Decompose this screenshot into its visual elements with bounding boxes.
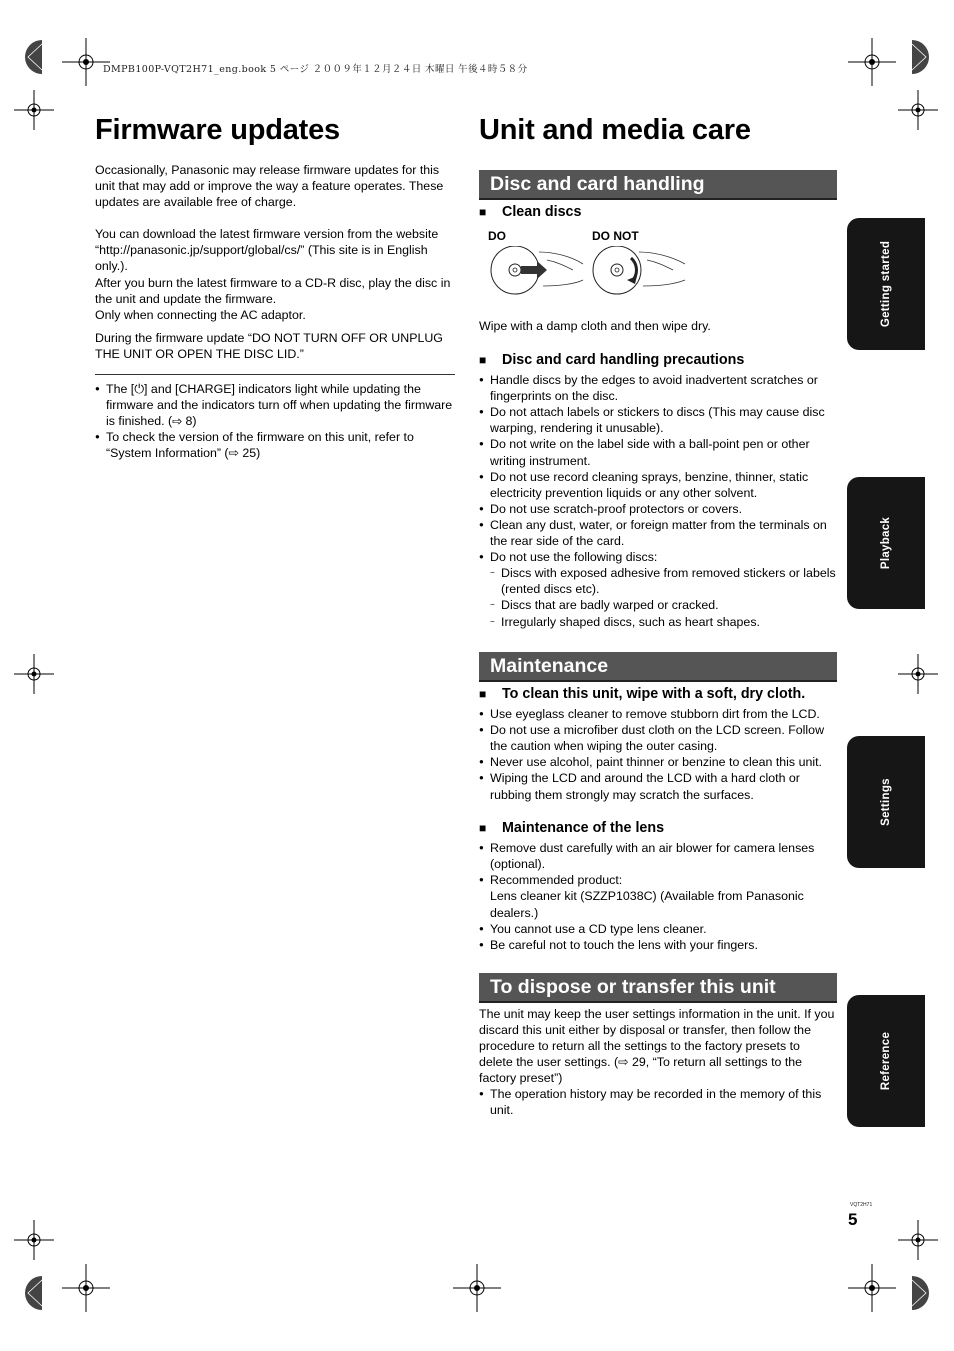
disc-wipe-circular-icon — [591, 246, 687, 298]
disc-card-handling-band: Disc and card handling — [479, 170, 837, 200]
tab-label: Playback — [880, 516, 892, 570]
list-item: ● Be careful not to touch the lens with your fingers. — [479, 937, 837, 953]
list-item: ● The operation history may be recorded in the memory of this unit. — [479, 1086, 837, 1118]
list-item: ● Wiping the LCD and around the LCD with a hard cloth or rubbing them strongly may scratch the surfaces. — [479, 770, 837, 802]
do-not-label: DO NOT — [592, 228, 639, 243]
corner-sunburst-mark — [22, 1276, 42, 1310]
list-item: − Discs with exposed adhesive from removed stickers or labels (rented discs etc). — [490, 565, 837, 597]
tab-label: Reference — [880, 1031, 892, 1091]
list-item: ● Recommended product: Lens cleaner kit (SZZP1038C) (Available from Panasonic dealers.) — [479, 872, 837, 920]
list-item — [479, 549, 837, 629]
registration-mark — [848, 38, 896, 86]
section-divider — [95, 374, 455, 375]
document-code: VQT2H71 — [850, 1202, 873, 1208]
corner-sunburst-mark — [912, 40, 932, 74]
disc-cleaning-illustration — [479, 228, 837, 310]
dispose-list — [479, 1086, 837, 1118]
unit-media-care-section — [479, 170, 837, 1118]
corner-sunburst-mark — [22, 40, 42, 74]
lens-maintenance-title: ■ Maintenance of the lens — [479, 819, 837, 838]
list-item: ● To check the version of the firmware on this unit, refer to “System Information” (⇨ 25) — [95, 429, 455, 461]
corner-sunburst-mark — [912, 1276, 932, 1310]
registration-mark — [898, 90, 938, 130]
firmware-updates-heading: Firmware updates — [95, 114, 340, 146]
firmware-ac-adaptor-paragraph: Only when connecting the AC adaptor. — [95, 307, 306, 322]
list-item: ● The [⏻] and [CHARGE] indicators light while updating the firmware and the indicators turn off when updating the firmware is finished. (⇨ 8) — [95, 381, 455, 429]
firmware-download-paragraph: You can download the latest firmware version from the website “http://panasonic.jp/support/global/cs/” (This site is in English only.). — [95, 227, 439, 274]
maintenance-band: Maintenance — [479, 652, 837, 682]
registration-mark — [898, 1220, 938, 1260]
unusable-discs-list — [490, 565, 837, 629]
list-item-text: Do not use the following discs: — [490, 550, 658, 565]
registration-mark — [453, 1264, 501, 1312]
list-item: ● Never use alcohol, paint thinner or benzine to clean this unit. — [479, 754, 837, 770]
tab-label: Settings — [880, 778, 892, 826]
handling-precautions-list — [479, 372, 837, 630]
tab-reference[interactable] — [847, 995, 925, 1127]
registration-mark — [898, 654, 938, 694]
unit-media-care-heading: Unit and media care — [479, 114, 751, 146]
dispose-transfer-band: To dispose or transfer this unit — [479, 973, 837, 1003]
firmware-burn-paragraph: After you burn the latest firmware to a CD-R disc, play the disc in the unit and update the firmware. — [95, 275, 451, 306]
registration-mark — [848, 1264, 896, 1312]
list-item: − Irregularly shaped discs, such as heart shapes. — [490, 614, 837, 630]
clean-discs-title: ■ Clean discs — [479, 203, 837, 222]
firmware-notes-list — [95, 381, 455, 461]
list-item: ● Remove dust carefully with an air blower for camera lenses (optional). — [479, 840, 837, 872]
tab-label: Getting started — [880, 240, 892, 328]
list-item: ● Handle discs by the edges to avoid inadvertent scratches or fingerprints on the disc. — [479, 372, 837, 404]
print-header-line: DMPB100P-VQT2H71_eng.book 5 ページ ２００９年１２月２４日 木曜日 午後４時５８分 — [103, 64, 528, 75]
firmware-updates-section — [95, 162, 455, 462]
do-label: DO — [488, 228, 506, 243]
clean-unit-title: ■ To clean this unit, wipe with a soft, dry cloth. — [479, 685, 837, 704]
tab-settings[interactable] — [847, 736, 925, 868]
list-item: ● Do not attach labels or stickers to discs (This may cause disc warping, rendering it unusable). — [479, 404, 837, 436]
list-item: ● You cannot use a CD type lens cleaner. — [479, 921, 837, 937]
list-item: ● Use eyeglass cleaner to remove stubborn dirt from the LCD. — [479, 706, 837, 722]
list-item: − Discs that are badly warped or cracked. — [490, 597, 837, 613]
disc-wipe-radial-icon — [487, 246, 587, 298]
handling-precautions-title: ■ Disc and card handling precautions — [479, 351, 837, 370]
wipe-instruction-text: Wipe with a damp cloth and then wipe dry. — [479, 318, 711, 333]
lens-maintenance-list — [479, 840, 837, 953]
firmware-warning-paragraph: During the firmware update “DO NOT TURN OFF OR UNPLUG THE UNIT OR OPEN THE DISC LID.” — [95, 330, 443, 361]
registration-mark — [14, 90, 54, 130]
registration-mark — [14, 654, 54, 694]
tab-getting-started[interactable] — [847, 218, 925, 350]
list-item: ● Do not write on the label side with a ball-point pen or other writing instrument. — [479, 436, 837, 468]
dispose-paragraph: The unit may keep the user settings information in the unit. If you discard this unit either by disposal or transfer, then follow the procedure to return all the settings to the factory presets to delete the user settings. (⇨ 29, “To return all settings to the factory preset”) — [479, 1006, 835, 1086]
tab-playback[interactable] — [847, 477, 925, 609]
page-number: 5 — [848, 1210, 858, 1229]
registration-mark — [14, 1220, 54, 1260]
list-item: ● Do not use a microfiber dust cloth on the LCD screen. Follow the caution when wiping the outer casing. — [479, 722, 837, 754]
list-item: ● Do not use record cleaning sprays, benzine, thinner, static electricity prevention liquids or any other solvent. — [479, 469, 837, 501]
clean-unit-list — [479, 706, 837, 803]
firmware-intro-paragraph: Occasionally, Panasonic may release firmware updates for this unit that may add or improve the way a feature operates. These updates are available free of charge. — [95, 163, 444, 210]
registration-mark — [62, 1264, 110, 1312]
list-item: ● Clean any dust, water, or foreign matter from the terminals on the rear side of the card. — [479, 517, 837, 549]
list-item: ● Do not use scratch-proof protectors or covers. — [479, 501, 837, 517]
